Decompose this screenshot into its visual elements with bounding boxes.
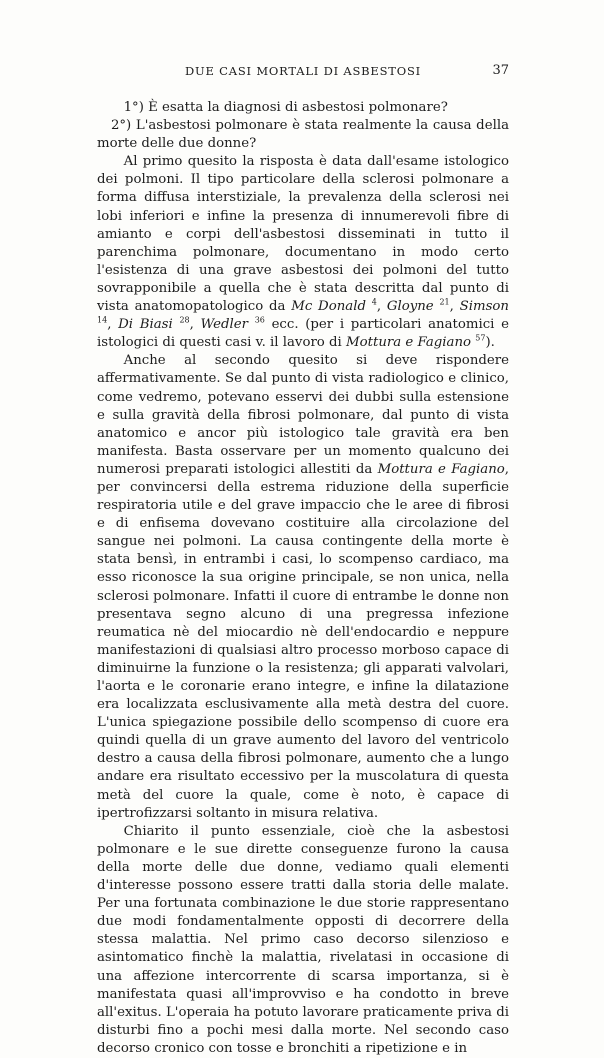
cited-author: Mottura e Fagiano xyxy=(377,461,505,477)
question-2: 2°) L'asbestosi polmonare è stata realmente la causa della morte delle due donne? xyxy=(97,118,509,152)
paragraph-text: , per convincersi della estrema riduzione della superficie respiratoria utile e del grave impaccio che le aree di fibrosi e di enfisema dovevano costituire alla circolazione del sangue nei polmoni. La causa contingente della morte è stata bensì, in entrambi i casi, lo scompenso cardiaco, ma esso riconosce la sua origine principale, se non unica, nella sclerosi polmonare. Infatti il cuore di entrambe le donne non presentava segno alcuno di una pregressa infezione reumatica nè del miocardio nè dell'endocardio e neppure manifestazioni di qualsiasi altro processo morboso capace di diminuirne la funzione o la resistenza; gli apparati valvolari, l'aorta e le coronarie erano integre, e infine la dilatazione era localizzata esclusivamente alla metà destra del cuore. L'unica spiegazione possibile dello scompenso di cuore era quindi quella di un grave aumento del lavoro del ventricolo destro a causa della fibrosi polmonare, aumento che a lungo andare era risultato eccessivo per la muscolatura di questa metà del cuore la quale, come è noto, è capace di ipertrofizzarsi soltanto in misura relativa. xyxy=(97,461,509,821)
body-text xyxy=(97,99,509,1058)
cited-author: Mottura e Fagiano xyxy=(346,335,472,351)
page-header xyxy=(97,64,509,84)
running-title: DUE CASI MORTALI DI ASBESTOSI xyxy=(184,64,422,78)
page-number: 37 xyxy=(492,63,509,78)
cited-author: Mc Donald xyxy=(291,299,366,315)
citation-number: 36 xyxy=(254,315,265,325)
cited-author: Wedler xyxy=(200,317,248,333)
citation-number: 4 xyxy=(371,297,377,307)
citation-number: 28 xyxy=(179,315,190,325)
cited-author: Gloyne xyxy=(386,299,434,315)
paragraph-text: Anche al secondo quesito si deve rispondere affermativamente. Se dal punto di vista radiologico e clinico, come vedremo, potevano esservi dei dubbi sulla estensione e sulla gravità della fibrosi polmonare, dal punto di vista anatomico e ancor più istologico tale gravità era ben manifesta. Basta osservare per un momento qualcuno dei numerosi preparati istologici allestiti da xyxy=(97,353,509,477)
paragraph-first-question: Al primo quesito la risposta è data dall'esame istologico dei polmoni. Il tipo particolare della sclerosi polmonare a forma diffusa interstiziale, la prevalenza della sclerosi nei lobi inferiori e infine la presenza di innumerevoli fibre di amianto e corpi dell'asbestosi disseminati in tutto il parenchima polmonare, documentano in modo certo l'esistenza di una grave asbestosi dei polmoni del tutto sovrapponibile a quella che è stata descritta dal punto di vista anatomopatologico da Mc Donald $^4$, Gloyne $^{21}$, Simson $^{14}$, Di Biasi $^{28}$, Wedler $^{36}$ ecc. (per i particolari anatomici e istologici di questi casi v. il lavoro di Mottura e Fagiano $^{57}$). xyxy=(97,154,509,351)
cited-author: Di Biasi xyxy=(118,317,173,333)
cited-author: Simson xyxy=(459,299,509,315)
citation-number: 57 xyxy=(475,333,486,343)
citation-number: 14 xyxy=(97,315,108,325)
paragraph-patient-history: Chiarito il punto essenziale, cioè che la asbestosi polmonare e le sue dirette conseguenze furono la causa della morte delle due donne, vediamo quali elementi d'interesse possono essere tratti dalla storia delle malate. Per una fortunata combinazione le due storie rappresentano due modi fondamentalmente opposti di decorrere della stessa malattia. Nel primo caso decorso silenzioso e asintomatico finchè la malattia, rivelatasi in occasione di una affezione intercorrente di scarsa importanza, si è manifestata quasi all'improvviso e ha condotto in breve all'exitus. L'operaia ha potuto lavorare praticamente priva di disturbi fino a pochi mesi dalla morte. Nel secondo caso decorso cronico con tosse e bronchiti a ripetizione e in xyxy=(97,823,509,1056)
paragraph-second-question xyxy=(97,352,509,822)
paragraph-text: Al primo quesito la risposta è data dall'esame istologico dei polmoni. Il tipo particolare della sclerosi polmonare a forma diffusa interstiziale, la prevalenza della sclerosi nei lobi inferiori e infine la presenza di innumerevoli fibre di amianto e corpi dell'asbestosi disseminati in tutto il parenchima polmonare, documentano in modo certo l'esistenza di una grave asbestosi dei polmoni del tutto sovrapponibile a quella che è stata descritta dal punto di vista anatomopatologico da xyxy=(97,154,509,315)
paragraph-text: ). xyxy=(485,335,495,351)
citation-number: 21 xyxy=(439,297,450,307)
question-1: 1°) È esatta la diagnosi di asbestosi polmonare? xyxy=(123,100,448,115)
paragraph-text: ecc. (per i particolari anatomici e istologici di questi casi v. il lavoro di xyxy=(97,317,509,351)
